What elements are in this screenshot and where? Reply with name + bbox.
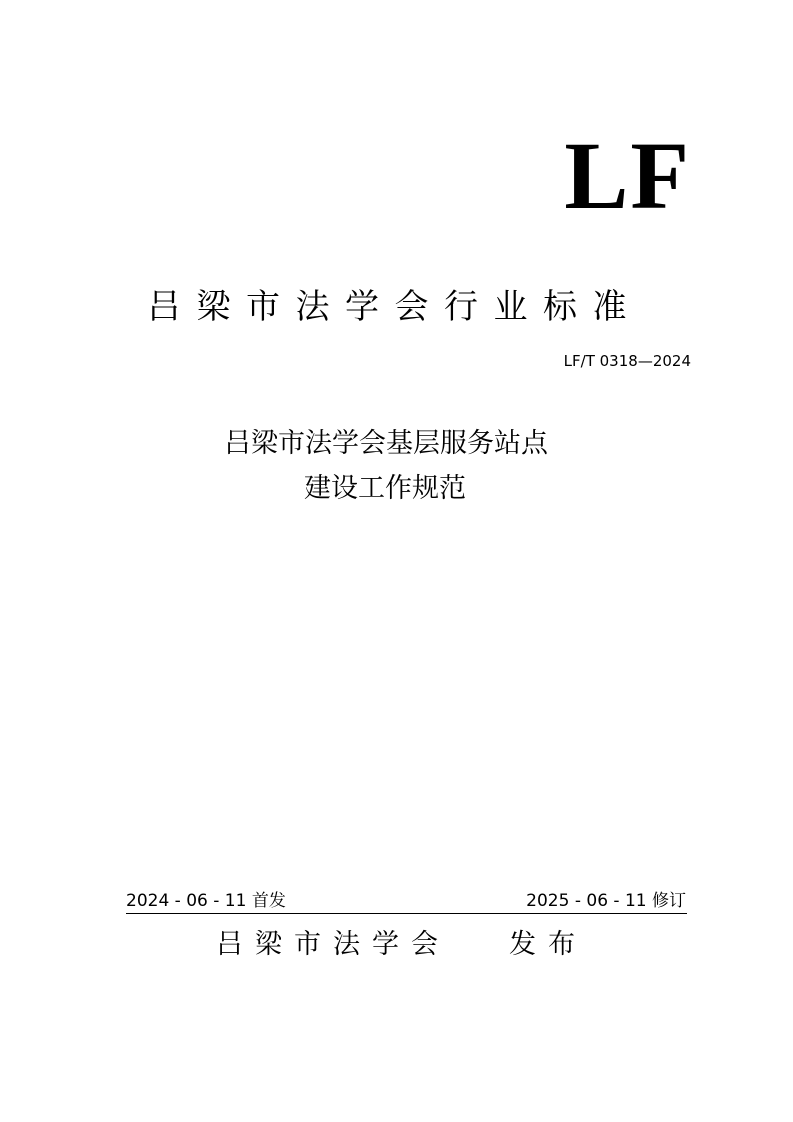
publish-action: 发布 [509, 929, 587, 960]
footer-divider [126, 913, 687, 914]
publisher-name: 吕梁市法学会 [216, 929, 450, 960]
standard-category-name: 吕梁市法学会行业标准 [147, 287, 642, 327]
issue-date: 2024 - 06 - 11 首发 [126, 891, 286, 911]
revise-date: 2025 - 06 - 11 修订 [526, 891, 686, 911]
standard-code-mark: LF [564, 122, 691, 229]
document-title-line-1: 吕梁市法学会基层服务站点 [224, 428, 548, 459]
document-title-line-2: 建设工作规范 [304, 473, 466, 504]
standard-number: LF/T 0318—2024 [563, 352, 691, 370]
